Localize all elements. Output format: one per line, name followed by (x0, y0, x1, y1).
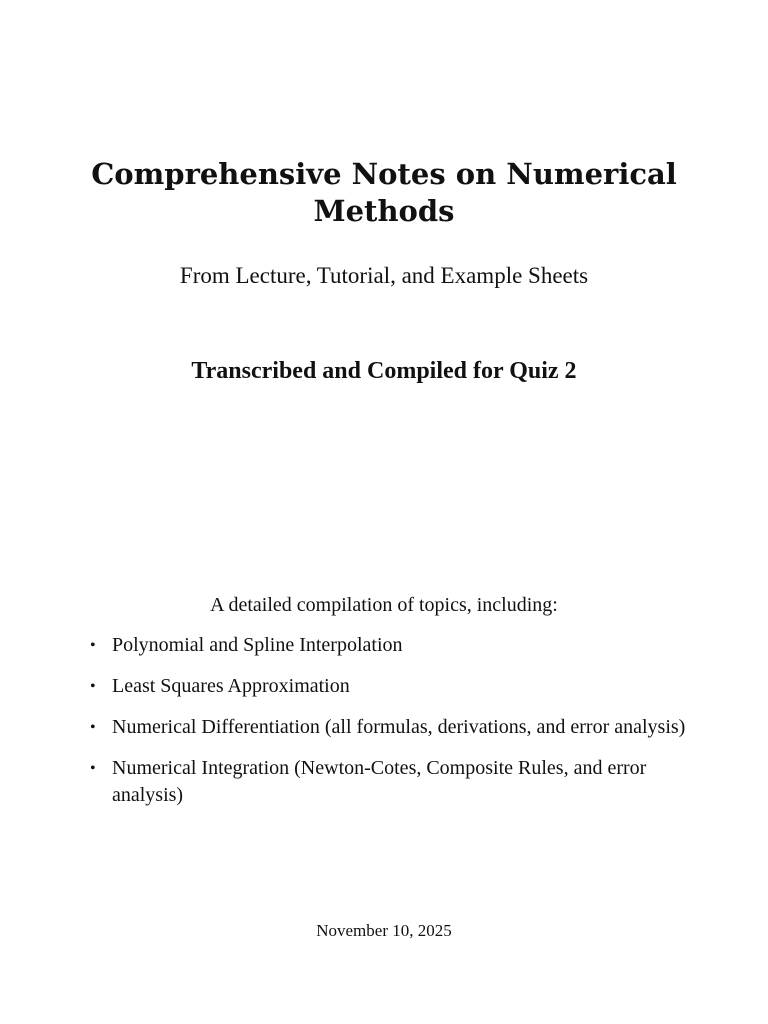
topic-text: Least Squares Approximation (112, 675, 350, 697)
topic-text: Numerical Differentiation (all formulas, derivations, and error analysis) (112, 716, 686, 738)
bullet-icon: • (90, 760, 96, 777)
topic-list (90, 632, 700, 823)
document-date: November 10, 2025 (316, 921, 452, 940)
document-purpose: Transcribed and Compiled for Quiz 2 (191, 358, 577, 384)
bullet-icon: • (90, 678, 96, 695)
list-item (90, 632, 700, 659)
list-item (90, 714, 700, 741)
document-title: Comprehensive Notes on Numerical Methods (91, 157, 677, 228)
list-item (90, 755, 700, 809)
document-subtitle: From Lecture, Tutorial, and Example Sheets (179, 263, 589, 288)
bullet-icon: • (90, 719, 96, 736)
topics-intro: A detailed compilation of topics, including: (210, 594, 558, 616)
topic-text: Polynomial and Spline Interpolation (112, 634, 403, 656)
list-item (90, 673, 700, 700)
topic-text: Numerical Integration (Newton-Cotes, Composite Rules, and error analysis) (112, 757, 647, 806)
bullet-icon: • (90, 637, 96, 654)
